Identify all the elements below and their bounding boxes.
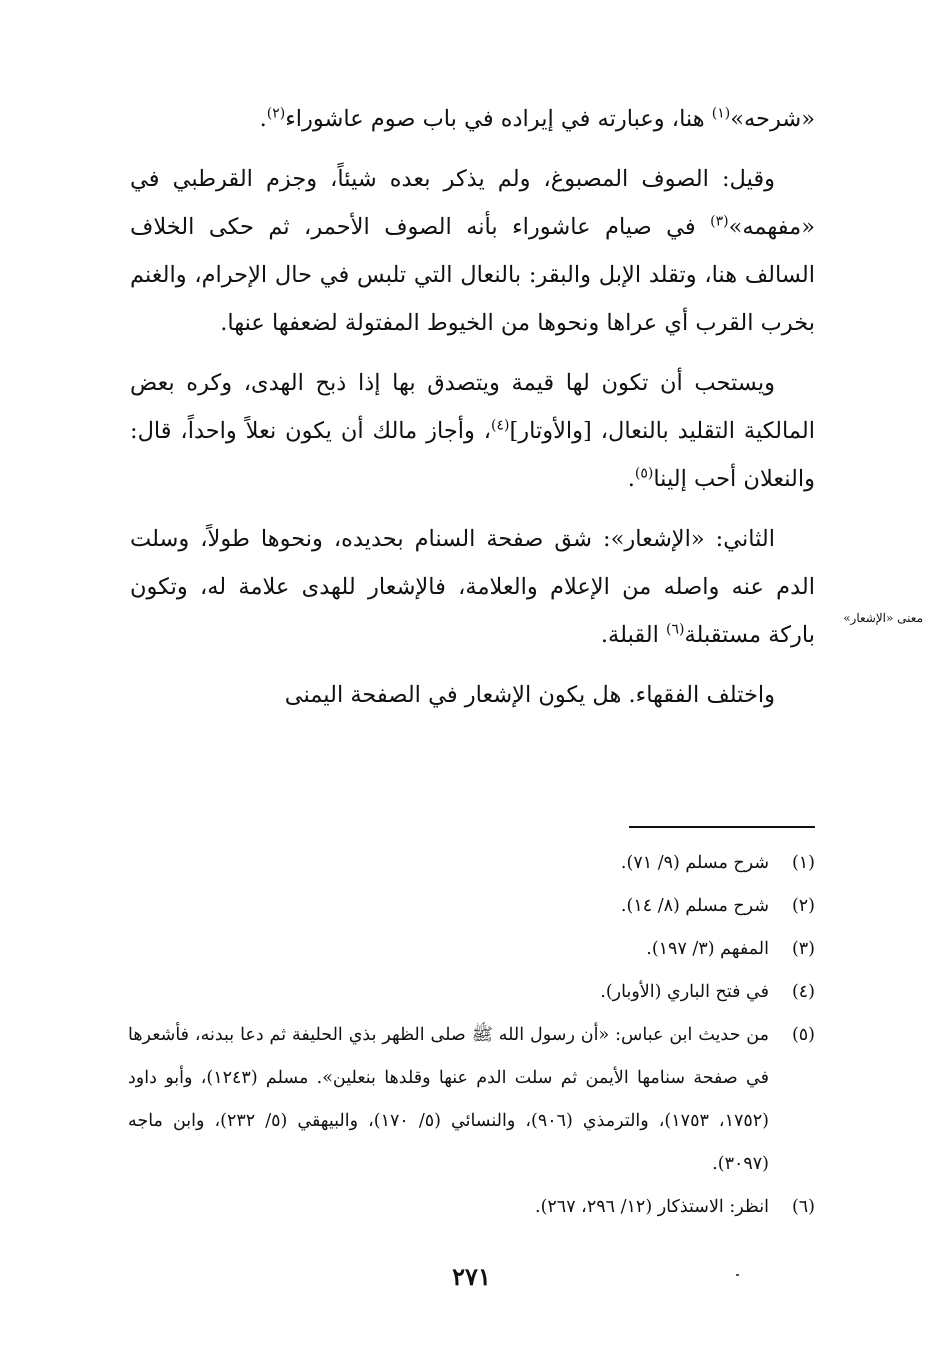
paragraph-2 — [130, 155, 815, 347]
text-run: القبلة. — [600, 622, 667, 648]
footnote-number: (٣) — [791, 939, 815, 959]
footnote-2 — [128, 885, 815, 928]
footnote-separator — [629, 826, 815, 828]
footnote-number: (٥) — [791, 1025, 815, 1045]
text-run: ويستحب أن تكون لها قيمة ويتصدق بها إذا ذبح الهدى، وكره بعض المالكية التقليد بالنعال، [والأوتار] — [130, 370, 815, 444]
footnote-number: (٢) — [791, 896, 815, 916]
text-run: «شرحه» — [730, 106, 815, 132]
footnote-text: شرح مسلم (٩/ ٧١). — [620, 853, 769, 873]
paragraph-4 — [130, 515, 815, 659]
footnote-5 — [128, 1014, 815, 1186]
footnote-number: (٦) — [791, 1197, 815, 1217]
footnote-text: المفهم (٣/ ١٩٧). — [646, 939, 769, 959]
paragraph-1 — [130, 95, 815, 143]
text-run: هنا، وعبارته في إيراده في باب صوم عاشوراء — [285, 106, 712, 132]
footnote-text: في فتح الباري (الأوبار). — [600, 982, 769, 1002]
text-run: في صيام عاشوراء بأنه الصوف الأحمر، ثم حكى الخلاف السالف هنا، وتقلد الإبل والبقر: بالنعال التي تلبس في حال الإحرام، والغنم بخرب القرب أي عراها ونحوها من الخيوط المفتولة لضعفها عنها. — [130, 214, 815, 336]
footnote-text: شرح مسلم (٨/ ١٤). — [620, 896, 769, 916]
footnote-ref-6[interactable]: (٦) — [666, 621, 685, 638]
scan-speck — [736, 1274, 739, 1276]
footnote-1 — [128, 842, 815, 885]
paragraph-5 — [130, 671, 815, 719]
footnote-4 — [128, 971, 815, 1014]
paragraph-3 — [130, 359, 815, 503]
footnote-3 — [128, 928, 815, 971]
footnote-text: انظر: الاستذكار (١٢/ ٢٩٦، ٢٦٧). — [535, 1197, 769, 1217]
footnote-6 — [128, 1186, 815, 1229]
footnotes — [128, 842, 815, 1229]
text-run: واختلف الفقهاء. هل يكون الإشعار في الصفحة اليمنى — [284, 682, 775, 708]
page-number: ٢٧١ — [452, 1262, 491, 1291]
footnote-number: (٤) — [791, 982, 815, 1002]
footnote-ref-2[interactable]: (٢) — [266, 105, 286, 122]
text-run: . — [627, 466, 635, 492]
footnote-ref-4[interactable]: (٤) — [491, 417, 510, 434]
footnote-ref-3[interactable]: (٣) — [710, 213, 729, 230]
text-run: ، وأجاز مالك أن يكون نعلاً واحداً، قال: والنعلان أحب إلينا — [130, 418, 815, 492]
text-run: . — [259, 106, 267, 132]
margin-note: معنى «الإشعار» — [843, 611, 923, 625]
text-run: الثاني: «الإشعار»: شق صفحة السنام بحديده، ونحوها طولاً، وسلت الدم عنه واصله من الإعلام والعلامة، فالإشعار للهدى علامة له، وتكون باركة مستقبلة — [130, 526, 815, 648]
footnote-ref-1[interactable]: (١) — [711, 105, 731, 122]
text-run: وقيل: الصوف المصبوغ، ولم يذكر بعده شيئاً، وجزم القرطبي في «مفهمه» — [130, 166, 815, 240]
main-text — [130, 95, 815, 719]
footnote-number: (١) — [791, 853, 815, 873]
footnote-text: من حديث ابن عباس: «أن رسول الله ﷺ صلى الظهر بذي الحليفة ثم دعا ببدنه، فأشعرها في صفحة سنامها الأيمن ثم سلت الدم عنها وقلدها بنعلين». مسلم (١٢٤٣)، وأبو داود (١٧٥٢، ١٧٥٣)، والترمذي (٩٠٦)، والنسائي (٥/ ١٧٠)، والبيهقي (٥/ ٢٣٢)، وابن ماجه (٣٠٩٧). — [128, 1025, 769, 1174]
footnote-ref-5[interactable]: (٥) — [634, 465, 654, 482]
